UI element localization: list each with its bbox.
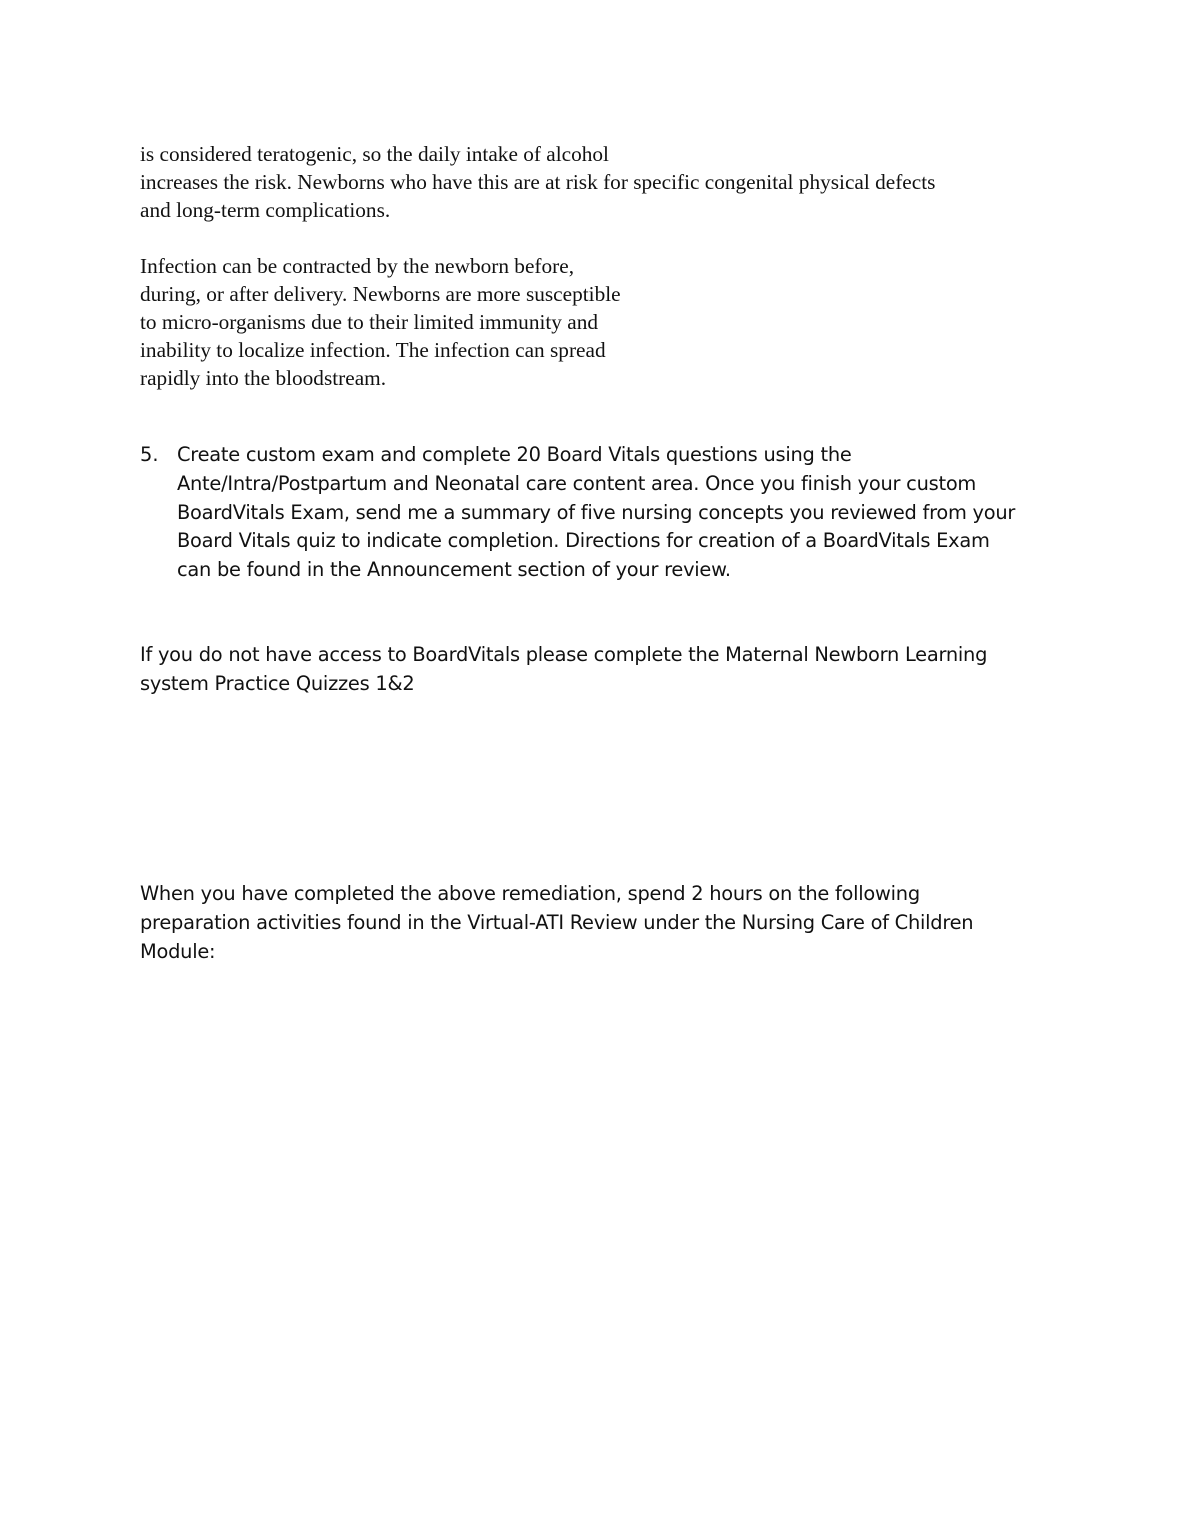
text-line: Module: (140, 939, 216, 963)
text-line: rapidly into the bloodstream. (140, 366, 387, 390)
text-line: and long-term complications. (140, 198, 391, 222)
text-line: during, or after delivery. Newborns are more susceptible (140, 282, 621, 306)
text-line: system Practice Quizzes 1&2 (140, 671, 415, 695)
text-line: can be found in the Announcement section of your review. (177, 558, 731, 582)
text-line: If you do not have access to BoardVitals please complete the Maternal Newborn Learning (140, 643, 988, 666)
list-item-number: 5. (140, 443, 159, 466)
text-line: is considered teratogenic, so the daily intake of alcohol (140, 142, 609, 166)
text-line: Board Vitals quiz to indicate completion. Directions for creation of a BoardVitals Exam (177, 529, 990, 553)
infection-paragraph (140, 252, 621, 392)
text-line: inability to localize infection. The infection can spread (140, 338, 606, 362)
text-line: preparation activities found in the Virtual-ATI Review under the Nursing Care of Children (140, 910, 974, 934)
alcohol-paragraph (140, 140, 935, 224)
remediation-paragraph (140, 880, 973, 966)
text-line: When you have completed the above remediation, spend 2 hours on the following (140, 882, 920, 905)
text-line: Ante/Intra/Postpartum and Neonatal care content area. Once you finish your custom (177, 471, 977, 495)
text-line: to micro-organisms due to their limited immunity and (140, 310, 599, 334)
text-line: Infection can be contracted by the newborn before, (140, 254, 575, 278)
no-access-paragraph (140, 641, 987, 699)
text-line: Create custom exam and complete 20 Board Vitals questions using the (177, 443, 852, 466)
list-item-5-text (177, 441, 1015, 585)
text-line: increases the risk. Newborns who have this are at risk for specific congenital physical defects (140, 170, 936, 194)
text-line: BoardVitals Exam, send me a summary of five nursing concepts you reviewed from your (177, 500, 1016, 524)
